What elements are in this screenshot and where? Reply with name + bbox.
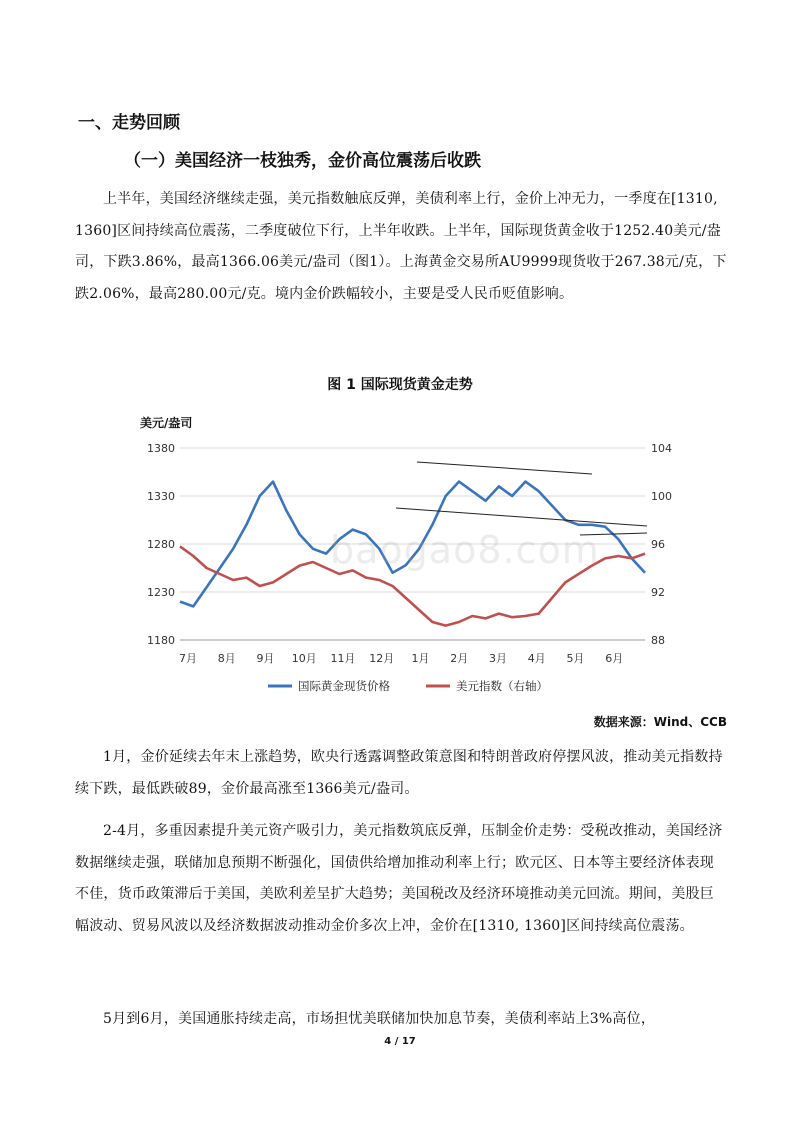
right-tick-label: 96 — [651, 538, 665, 551]
paragraph-january: 1月，金价延续去年末上涨趋势，欧央行透露调整政策意图和特朗普政府停摆风波，推动美元指数持续下跌，最低跌破89，金价最高涨至1366美元/盎司。 — [75, 749, 723, 797]
chart-legend — [268, 679, 548, 693]
figure-caption: 图 1 国际现货黄金走势 — [327, 377, 473, 393]
page-number: 4 / 17 — [384, 1036, 416, 1047]
right-axis-ticks — [651, 442, 672, 647]
watermark: baogao8.com — [330, 528, 600, 572]
right-tick-label: 104 — [651, 442, 672, 455]
left-axis-ticks — [147, 442, 175, 647]
x-tick-label: 6月 — [605, 652, 624, 665]
left-tick-label: 1330 — [147, 490, 175, 503]
section-heading: 一、走势回顾 — [78, 113, 180, 133]
x-tick-label: 9月 — [256, 652, 275, 665]
right-tick-label: 88 — [651, 634, 665, 647]
x-tick-label: 7月 — [179, 652, 197, 665]
left-tick-label: 1230 — [147, 586, 175, 599]
left-axis-unit: 美元/盎司 — [140, 416, 193, 430]
x-tick-label: 2月 — [450, 652, 469, 665]
paragraph-may-jun: 5月到6月，美国通胀持续走高，市场担忧美联储加快加息节奏，美债利率站上3%高位， — [103, 1011, 656, 1027]
x-tick-label: 11月 — [330, 652, 356, 665]
left-tick-label: 1180 — [147, 634, 175, 647]
x-tick-label: 4月 — [527, 652, 546, 665]
paragraph-overview: 上半年，美国经济继续走强，美元指数触底反弹，美债利率上行，金价上冲无力，一季度在[1310, 1360]区间持续高位震荡，二季度破位下行，上半年收跌。上半年，国际现货黄金收于1252.40美元/盎司，下跌3.86%，最高1366.06美元/盎司（图1）。上海黄金交易所AU9999现货收于267.38元/克，下跌2.06%，最高280.00元/克。境内金价跌幅较小，主要是受人民币贬值影响。 — [75, 191, 727, 302]
right-tick-label: 100 — [651, 490, 672, 503]
paragraph-feb-apr: 2-4月，多重因素提升美元资产吸引力，美元指数筑底反弹，压制金价走势：受税改推动，美国经济数据继续走强，联储加息预期不断强化，国债供给增加推动利率上行；欧元区、日本等主要经济体表现不佳，货币政策滞后于美国，美欧利差呈扩大趋势；美国税改及经济环境推动美元回流。期间，美股巨幅波动、贸易风波以及经济数据波动推动金价多次上冲，金价在[1310, 1360]区间持续高位震荡。 — [75, 823, 723, 934]
x-tick-label: 10月 — [291, 652, 317, 665]
x-tick-label: 3月 — [489, 652, 507, 665]
x-tick-label: 1月 — [411, 652, 430, 665]
x-tick-label: 8月 — [217, 652, 236, 665]
left-tick-label: 1380 — [147, 442, 175, 455]
data-source: 数据来源：Wind、CCB — [593, 715, 727, 729]
trendline-upper — [417, 462, 592, 474]
x-tick-label: 12月 — [369, 652, 395, 665]
x-axis-ticks — [179, 652, 623, 665]
left-tick-label: 1280 — [147, 538, 175, 551]
right-tick-label: 92 — [651, 586, 665, 599]
legend-label: 美元指数（右轴） — [456, 679, 548, 693]
x-tick-label: 5月 — [566, 652, 585, 665]
subsection-heading: （一）美国经济一枝独秀，金价高位震荡后收跌 — [124, 151, 481, 171]
legend-label: 国际黄金现货价格 — [298, 679, 390, 693]
